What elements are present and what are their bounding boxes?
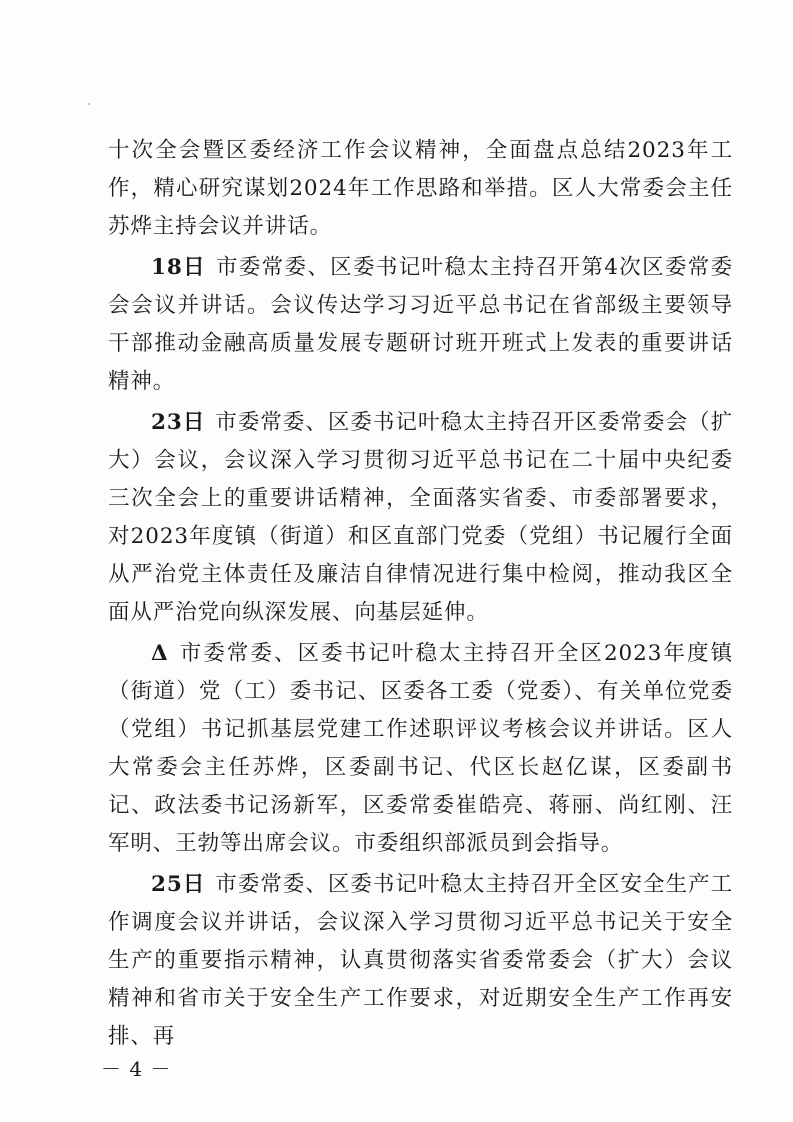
paragraph-date: 25日 bbox=[151, 872, 206, 897]
document-body bbox=[108, 132, 733, 1059]
paragraph-25th bbox=[108, 866, 733, 1056]
paragraph-18th bbox=[108, 249, 733, 401]
page-number: － 4 － bbox=[101, 1057, 172, 1081]
paragraph-text: 市委常委、区委书记叶稳太主持召开全区安全生产工作调度会议并讲话，会议深入学习贯彻习近平总书记关于安全生产的重要指示精神，认真贯彻落实省委常委会（扩大）会议精神和省市关于安全生产工作要求，对近期安全生产工作再安排、再 bbox=[108, 872, 733, 1049]
paragraph-date: 23日 bbox=[151, 410, 206, 435]
paragraph-23rd bbox=[108, 404, 733, 632]
paragraph-text: 十次全会暨区委经济工作会议精神，全面盘点总结2023年工作，精心研究谋划2024年工作思路和举措。区人大常委会主任苏烨主持会议并讲话。 bbox=[108, 138, 733, 239]
paragraph-marker: Δ bbox=[151, 641, 169, 666]
scan-speck bbox=[88, 103, 90, 105]
paragraph-delta bbox=[108, 635, 733, 863]
paragraph-text: 市委常委、区委书记叶稳太主持召开全区2023年度镇（街道）党（工）委书记、区委各工委（党委）、有关单位党委（党组）书记抓基层党建工作述职评议考核会议并讲话。区人大常委会主任苏烨，区委副书记、代区长赵亿谋，区委副书记、政法委书记汤新军，区委常委崔皓亮、蒋丽、尚红刚、汪军明、王勃等出席会议。市委组织部派员到会指导。 bbox=[108, 641, 733, 856]
paragraph-text: 市委常委、区委书记叶稳太主持召开第4次区委常委会会议并讲话。会议传达学习习近平总书记在省部级主要领导干部推动金融高质量发展专题研讨班开班式上发表的重要讲话精神。 bbox=[108, 255, 733, 394]
paragraph-date: 18日 bbox=[151, 255, 206, 280]
paragraph-text: 市委常委、区委书记叶稳太主持召开区委常委会（扩大）会议，会议深入学习贯彻习近平总书记在二十届中央纪委三次全会上的重要讲话精神，全面落实省委、市委部署要求，对2023年度镇（街道）和区直部门党委（党组）书记履行全面从严治党主体责任及廉洁自律情况进行集中检阅，推动我区全面从严治党向纵深发展、向基层延伸。 bbox=[108, 410, 733, 625]
paragraph-continuation bbox=[108, 132, 733, 246]
